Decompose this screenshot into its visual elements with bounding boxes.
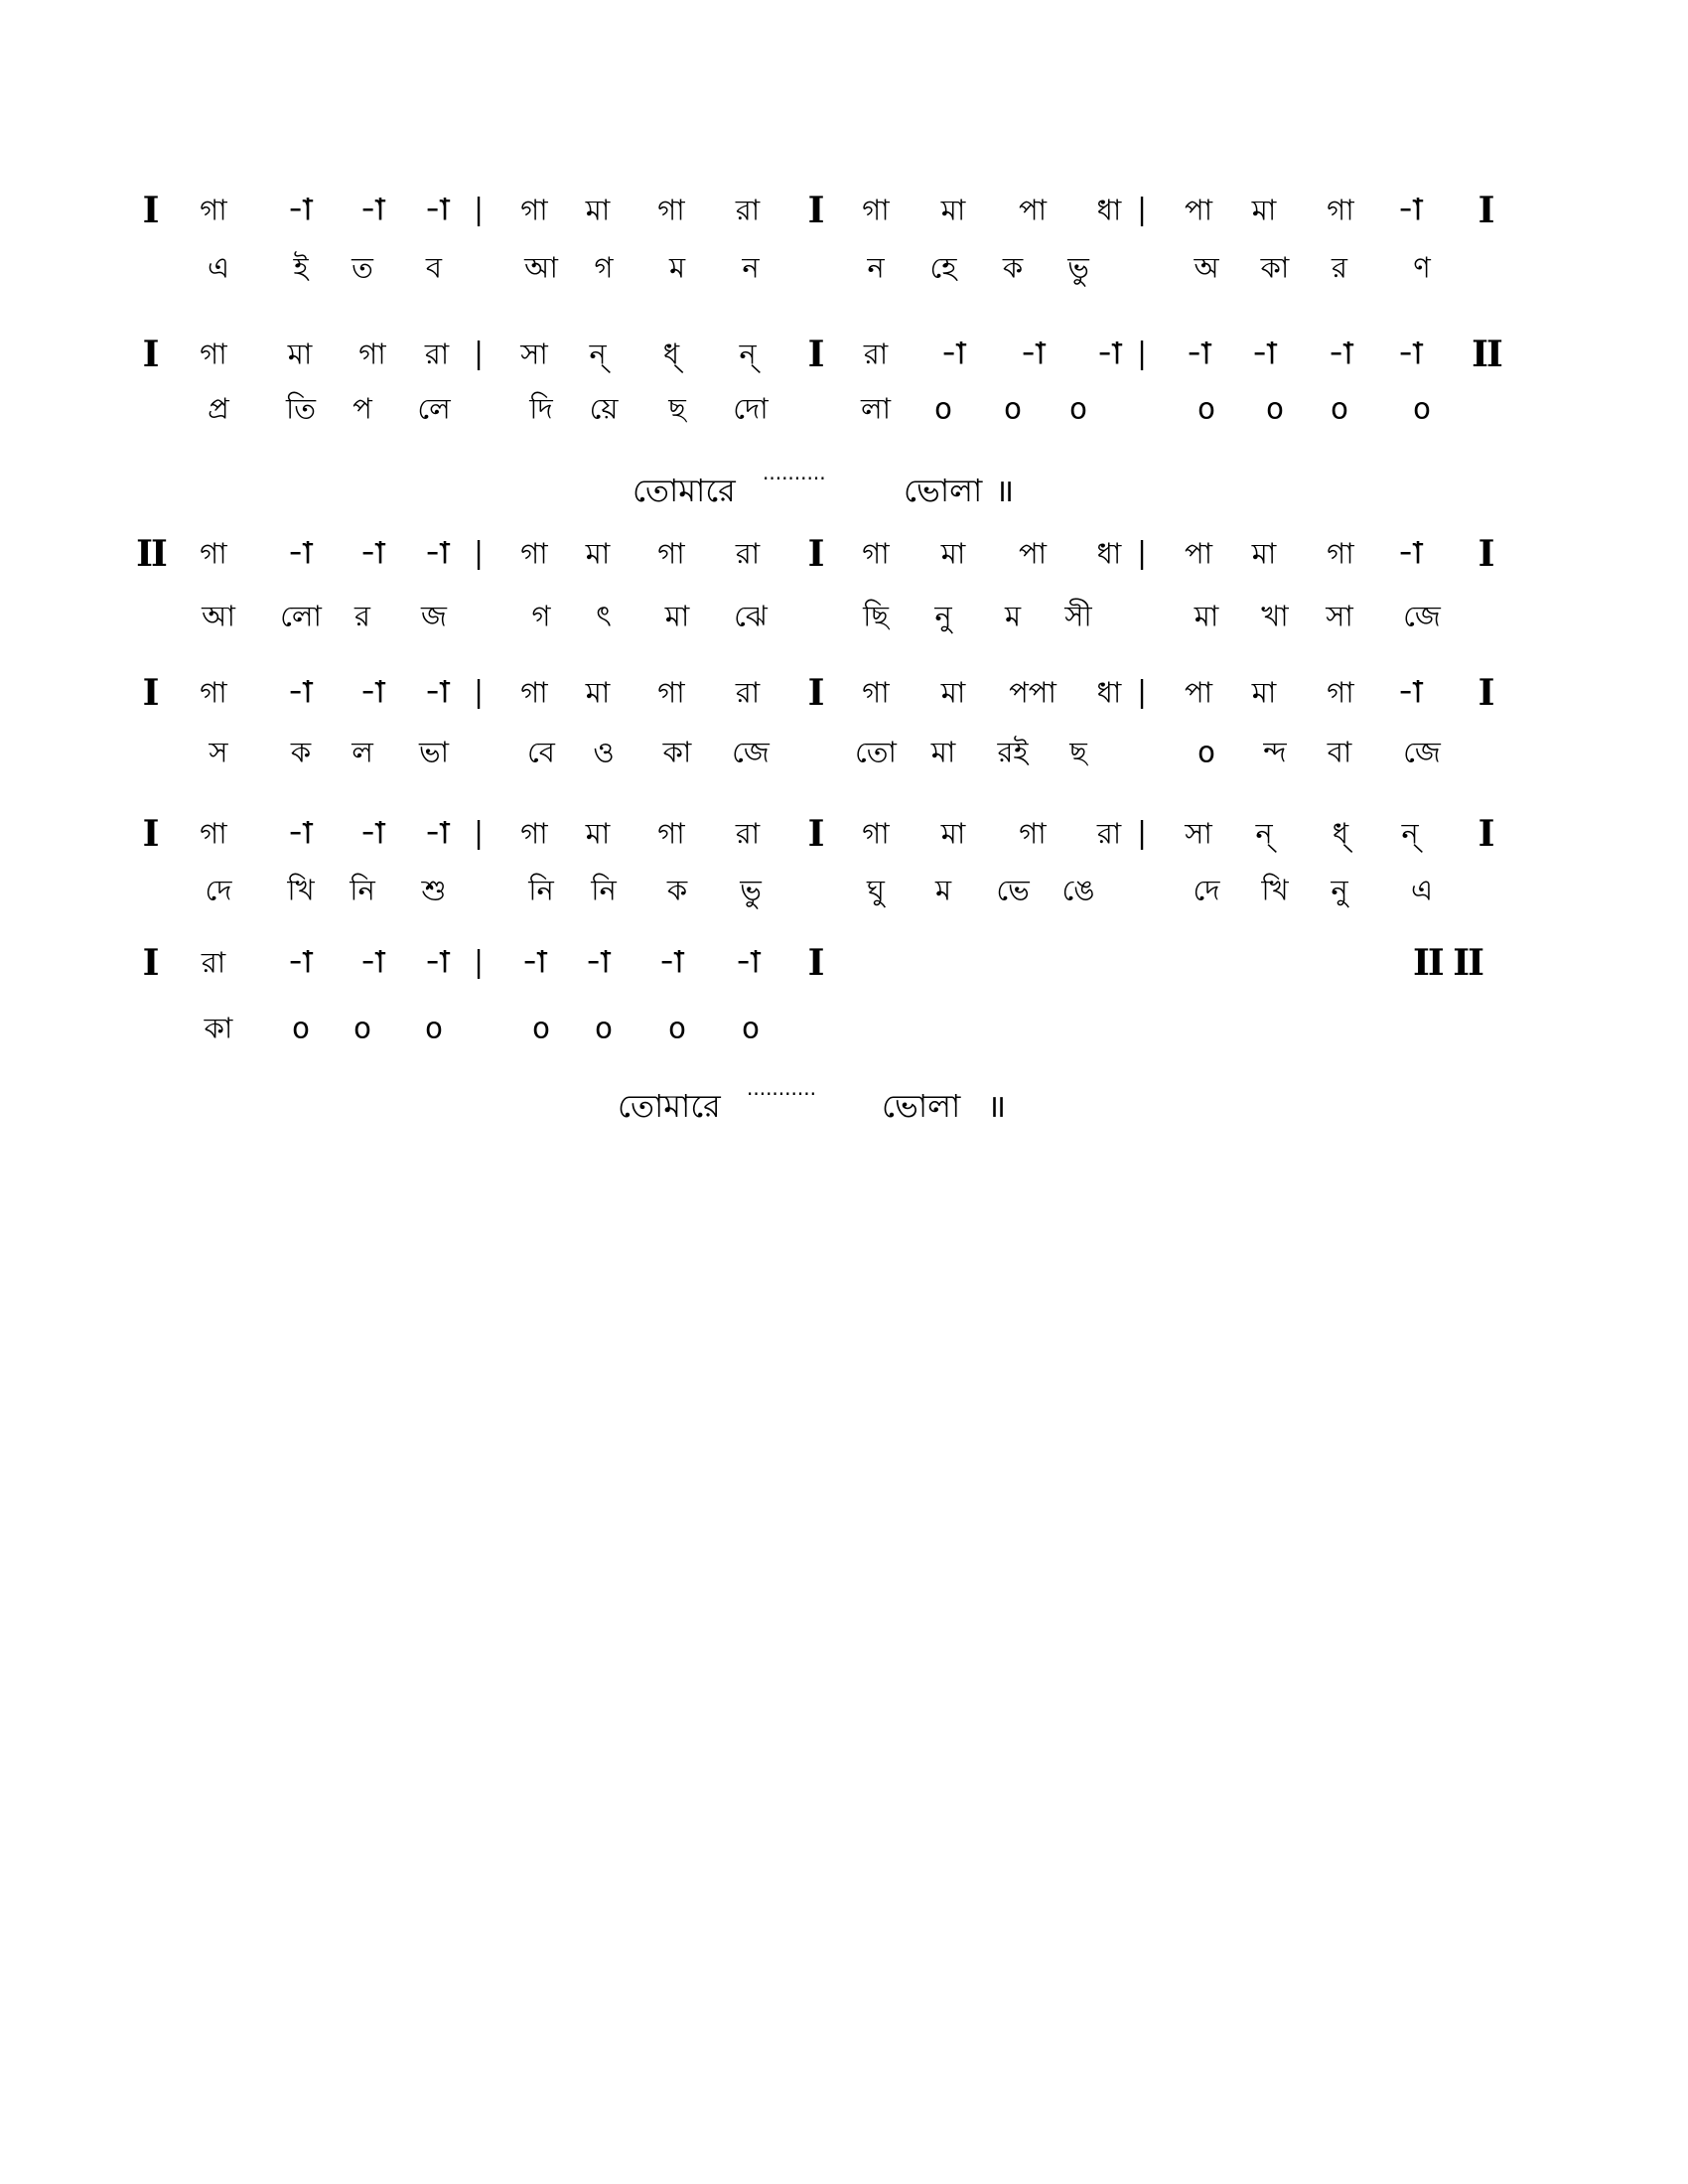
swara-note: পা — [1018, 536, 1048, 571]
swara-note: গা — [1019, 816, 1047, 851]
hold-note: -া — [735, 945, 761, 980]
hold-note: -া — [359, 536, 385, 571]
refrain-end: ভোলা — [904, 472, 983, 509]
swara-note: ধ্ — [1332, 816, 1349, 851]
lyric-syllable: ঙে — [1061, 873, 1095, 907]
swara-note: মা — [585, 816, 611, 851]
measure-bar: I — [142, 334, 160, 375]
lyric-syllable: এ — [207, 250, 230, 285]
swara-note: পা — [1184, 675, 1213, 710]
refrain-end: ভোলা — [882, 1087, 961, 1125]
lyric-syllable: ম — [1004, 599, 1022, 633]
swara-note: পা — [1184, 536, 1213, 571]
lyric-syllable: দে — [205, 873, 232, 907]
measure-bar: I — [807, 190, 825, 231]
lyric-syllable: হে — [929, 250, 957, 285]
rest-mark: o — [532, 1011, 550, 1045]
lyric-syllable: বা — [1327, 735, 1352, 769]
swara-note: গা — [200, 193, 227, 227]
measure-bar: I — [1477, 813, 1495, 855]
swara-note: গা — [200, 536, 227, 571]
rest-mark: o — [292, 1011, 310, 1045]
lyric-syllable: ন্দ — [1263, 735, 1287, 769]
swara-note: মা — [1251, 193, 1277, 227]
lyric-syllable: নু — [1331, 873, 1348, 907]
hold-note: -া — [359, 816, 385, 851]
lyric-syllable: জ — [421, 599, 447, 633]
hold-note: -া — [1251, 337, 1277, 371]
hold-note: -া — [287, 945, 313, 980]
lyric-syllable: ঝে — [734, 599, 768, 633]
hold-note: -া — [1096, 337, 1122, 371]
lyric-syllable: মা — [664, 599, 690, 633]
lyric-syllable: ই — [293, 250, 309, 285]
hold-note: -া — [940, 337, 966, 371]
swara-note: গা — [657, 536, 685, 571]
swara-note: গা — [862, 816, 890, 851]
lyric-syllable: এ — [1410, 873, 1434, 907]
swara-note: ধা — [1096, 536, 1122, 571]
lyric-syllable: দি — [529, 391, 553, 426]
rest-mark: o — [1413, 391, 1431, 426]
rest-mark: o — [1197, 735, 1215, 769]
swara-note: গা — [1327, 675, 1354, 710]
rest-mark: o — [353, 1011, 371, 1045]
lyric-syllable: লা — [860, 391, 892, 426]
rest-mark: o — [1069, 391, 1087, 426]
measure-bar: I — [1477, 190, 1495, 231]
swara-note: মা — [940, 193, 966, 227]
swara-note: রা — [1096, 816, 1122, 851]
hold-note: -া — [658, 945, 684, 980]
lyric-syllable: র — [354, 599, 370, 633]
beat-bar: | — [1136, 816, 1148, 851]
hold-note: -া — [424, 945, 450, 980]
swara-note: মা — [1251, 536, 1277, 571]
swara-note: গা — [657, 816, 685, 851]
hold-note: -া — [287, 816, 313, 851]
lyric-syllable: য়ে — [589, 391, 619, 426]
refrain-mark: ॥ — [987, 1087, 1007, 1125]
swara-note: সা — [1185, 816, 1212, 851]
hold-note: -া — [359, 675, 385, 710]
swara-note: রা — [735, 816, 761, 851]
lyric-syllable: দে — [1193, 873, 1220, 907]
measure-bar: I — [807, 533, 825, 575]
lyric-syllable: আ — [524, 250, 558, 285]
swara-note: গা — [862, 193, 890, 227]
swara-note: রা — [735, 675, 761, 710]
measure-bar: I — [142, 672, 160, 714]
lyric-syllable: খি — [1261, 873, 1289, 907]
rest-mark: o — [934, 391, 952, 426]
swara-note: পা — [1184, 193, 1213, 227]
rest-mark: o — [1331, 391, 1348, 426]
rest-mark: o — [668, 1011, 686, 1045]
hold-note: -া — [287, 193, 313, 227]
lyric-syllable: জে — [1403, 599, 1441, 633]
double-bar: II — [136, 533, 166, 575]
swara-note: ধা — [1096, 675, 1122, 710]
measure-bar: I — [142, 942, 160, 984]
lyric-syllable: লো — [280, 599, 322, 633]
lyric-syllable: জে — [732, 735, 770, 769]
lyric-syllable: ত — [352, 250, 373, 285]
beat-bar: | — [473, 536, 485, 571]
swara-note: গা — [1327, 536, 1354, 571]
swara-note: গা — [657, 193, 685, 227]
lyric-syllable: ছ — [668, 391, 686, 426]
beat-bar: | — [1136, 337, 1148, 371]
hold-note: -া — [424, 675, 450, 710]
lyric-syllable: ক — [1002, 250, 1024, 285]
lyric-syllable: ক — [666, 873, 688, 907]
swara-note: ন্ — [739, 337, 757, 371]
lyric-syllable: ঘু — [867, 873, 885, 907]
swara-note: গা — [520, 536, 548, 571]
lyric-syllable: ও — [593, 735, 615, 769]
lyric-syllable: ৎ — [596, 599, 612, 633]
hold-note: -া — [1397, 337, 1423, 371]
swara-note: রা — [735, 193, 761, 227]
lyric-syllable: নি — [350, 873, 375, 907]
lyric-syllable: নু — [934, 599, 952, 633]
swara-note: রা — [863, 337, 889, 371]
swara-note: গা — [862, 675, 890, 710]
rest-mark: o — [425, 1011, 443, 1045]
hold-note: -া — [1020, 337, 1046, 371]
lyric-syllable: স — [209, 735, 228, 769]
measure-bar: I — [1477, 533, 1495, 575]
beat-bar: | — [473, 193, 485, 227]
hold-note: -া — [585, 945, 611, 980]
swara-note: গা — [657, 675, 685, 710]
measure-bar: I — [1477, 672, 1495, 714]
rest-mark: o — [1004, 391, 1022, 426]
measure-bar: I — [807, 334, 825, 375]
hold-note: -া — [287, 536, 313, 571]
lyric-syllable: কা — [204, 1011, 233, 1045]
lyric-syllable: লে — [417, 391, 451, 426]
swara-note: মা — [287, 337, 313, 371]
beat-bar: | — [473, 945, 485, 980]
double-bar: II — [1472, 334, 1501, 375]
lyric-syllable: খি — [287, 873, 315, 907]
lyric-syllable: প্র — [208, 391, 229, 426]
hold-note: -া — [521, 945, 547, 980]
lyric-syllable: গ — [531, 599, 551, 633]
lyric-syllable: ল — [352, 735, 373, 769]
hold-note: -া — [424, 536, 450, 571]
beat-bar: | — [473, 337, 485, 371]
lyric-syllable: ভু — [1067, 250, 1089, 285]
swara-note: মা — [585, 193, 611, 227]
hold-note: -া — [1397, 193, 1423, 227]
beat-bar: | — [1136, 193, 1148, 227]
refrain-dots: ·········· — [763, 467, 826, 490]
lyric-syllable: নি — [528, 873, 554, 907]
refrain-word: তোমারে — [618, 1087, 721, 1125]
swara-note: মা — [940, 816, 966, 851]
swara-note: মা — [585, 536, 611, 571]
lyric-syllable: ন — [742, 250, 760, 285]
lyric-syllable: ভু — [740, 873, 762, 907]
swara-note: রা — [424, 337, 450, 371]
refrain-mark: ॥ — [995, 472, 1015, 509]
hold-note: -া — [424, 193, 450, 227]
lyric-syllable: আ — [202, 599, 235, 633]
beat-bar: | — [1136, 675, 1148, 710]
hold-note: -া — [1397, 536, 1423, 571]
rest-mark: o — [595, 1011, 613, 1045]
lyric-syllable: অ — [1194, 250, 1219, 285]
swara-note: মা — [940, 675, 966, 710]
swara-note: ধা — [1096, 193, 1122, 227]
swara-note: পা — [1018, 193, 1048, 227]
lyric-syllable: ণ — [1413, 250, 1431, 285]
swara-note: ন্ — [589, 337, 607, 371]
lyric-syllable: শু — [421, 873, 447, 907]
hold-note: -া — [287, 675, 313, 710]
hold-note: -া — [359, 193, 385, 227]
rest-mark: o — [1266, 391, 1284, 426]
lyric-syllable: সী — [1064, 599, 1092, 633]
lyric-syllable: ভা — [418, 735, 450, 769]
hold-note: -া — [1186, 337, 1211, 371]
swara-note: পপা — [1009, 675, 1056, 710]
lyric-syllable: গ — [594, 250, 614, 285]
beat-bar: | — [1136, 536, 1148, 571]
lyric-syllable: দো — [733, 391, 769, 426]
swara-note: গা — [200, 675, 227, 710]
swara-note: সা — [520, 337, 548, 371]
lyric-syllable: ব — [425, 250, 443, 285]
beat-bar: | — [473, 816, 485, 851]
swara-note: গা — [200, 337, 227, 371]
swara-note: ধ্ — [662, 337, 680, 371]
lyric-syllable: নি — [591, 873, 617, 907]
lyric-syllable: প — [352, 391, 372, 426]
swara-note: গা — [520, 193, 548, 227]
lyric-syllable: তি — [285, 391, 317, 426]
lyric-syllable: ভে — [996, 873, 1030, 907]
swara-note: গা — [862, 536, 890, 571]
lyric-syllable: খা — [1261, 599, 1289, 633]
measure-bar: I — [807, 942, 825, 984]
swara-note: মা — [1251, 675, 1277, 710]
lyric-syllable: ছি — [863, 599, 889, 633]
lyric-syllable: মা — [1194, 599, 1219, 633]
swara-note: মা — [585, 675, 611, 710]
lyric-syllable: ক — [290, 735, 312, 769]
lyric-syllable: ম — [934, 873, 952, 907]
swara-note: গা — [1327, 193, 1354, 227]
lyric-syllable: বে — [527, 735, 555, 769]
hold-note: -া — [1397, 675, 1423, 710]
swara-note: ন্ — [1255, 816, 1273, 851]
hold-note: -া — [359, 945, 385, 980]
measure-bar: I — [807, 672, 825, 714]
lyric-syllable: রই — [997, 735, 1029, 769]
measure-bar: I — [142, 190, 160, 231]
swara-note: ন্ — [1401, 816, 1419, 851]
swara-note: মা — [940, 536, 966, 571]
lyric-syllable: তো — [855, 735, 897, 769]
refrain-dots: ··········· — [747, 1082, 816, 1106]
lyric-syllable: ম — [668, 250, 686, 285]
lyric-syllable: মা — [930, 735, 956, 769]
swara-note: গা — [520, 675, 548, 710]
lyric-syllable: কা — [662, 735, 692, 769]
lyric-syllable: ছ — [1069, 735, 1087, 769]
lyric-syllable: জে — [1403, 735, 1441, 769]
lyric-syllable: র — [1332, 250, 1347, 285]
measure-bar: I — [142, 813, 160, 855]
hold-note: -া — [424, 816, 450, 851]
swara-note: গা — [200, 816, 227, 851]
rest-mark: o — [1197, 391, 1215, 426]
beat-bar: | — [473, 675, 485, 710]
swara-note: রা — [201, 945, 226, 980]
hold-note: -া — [1328, 337, 1353, 371]
swara-note: রা — [735, 536, 761, 571]
swara-note: গা — [520, 816, 548, 851]
double-bar: II II — [1413, 942, 1482, 984]
lyric-syllable: কা — [1260, 250, 1290, 285]
swara-note: গা — [358, 337, 386, 371]
measure-bar: I — [807, 813, 825, 855]
lyric-syllable: ন — [867, 250, 885, 285]
lyric-syllable: সা — [1326, 599, 1353, 633]
refrain-word: তোমারে — [633, 472, 736, 509]
rest-mark: o — [742, 1011, 760, 1045]
